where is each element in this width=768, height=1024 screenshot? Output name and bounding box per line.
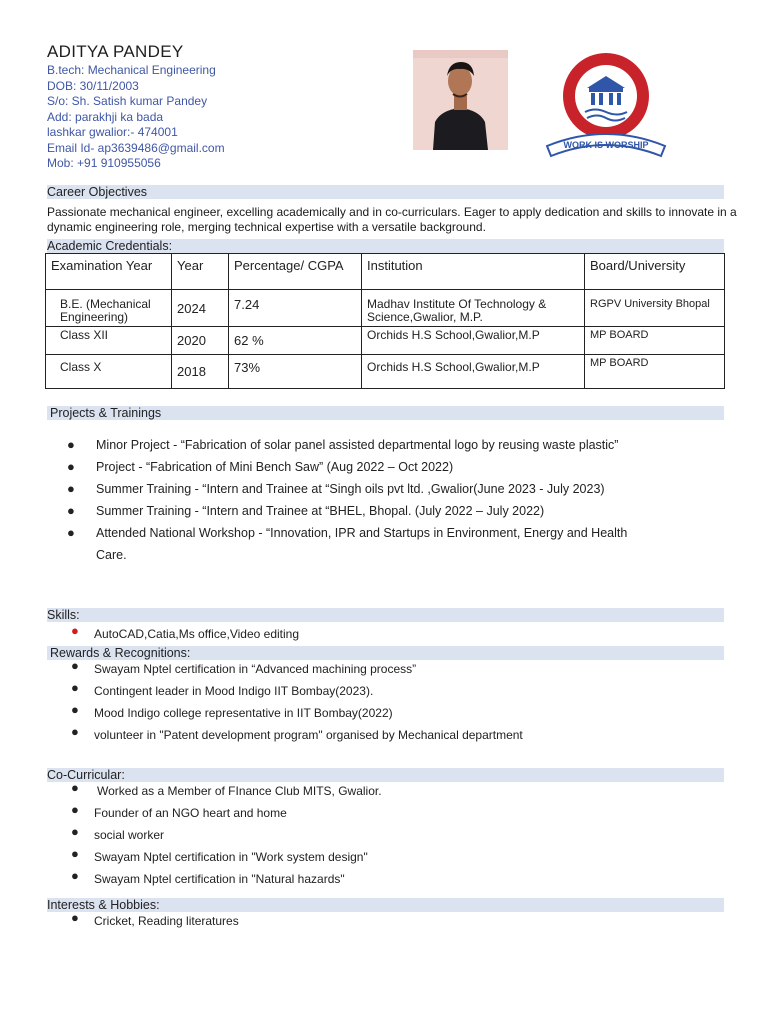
rewards-title: Rewards & Recognitions: xyxy=(50,646,191,660)
project-text: Care. xyxy=(96,548,127,562)
list-item xyxy=(47,724,523,746)
profile-photo xyxy=(413,50,508,150)
bullet-icon: ● xyxy=(71,802,79,817)
list-item xyxy=(47,456,627,478)
college-logo xyxy=(543,52,673,162)
project-text: Minor Project - “Fabrication of solar panel assisted departmental logo by reusing waste plastic” xyxy=(96,438,619,452)
header-cell: Institution xyxy=(362,254,585,290)
person-silhouette-icon xyxy=(413,50,508,150)
list-item xyxy=(47,680,523,702)
project-text: Attended National Workshop - “Innovation, IPR and Startups in Environment, Energy and Health xyxy=(96,526,628,540)
career-text: Passionate mechanical engineer, excelling academically and in co-curriculars. Eager to apply dedication and skills to innovate in a dynamic engineering role, merging technical expertise with a versatile background. xyxy=(47,205,737,234)
list-item xyxy=(47,780,382,802)
bullet-icon: ● xyxy=(71,868,79,883)
table-header-row xyxy=(46,254,725,290)
project-text: Project - “Fabrication of Mini Bench Saw” (Aug 2022 – Oct 2022) xyxy=(96,460,454,474)
table-row xyxy=(46,327,725,355)
table-row xyxy=(46,290,725,327)
institute-emblem-icon xyxy=(543,52,673,162)
projects-list xyxy=(47,434,627,566)
list-item xyxy=(47,478,627,500)
table-cell: 2020 xyxy=(172,327,229,355)
rewards-list xyxy=(47,658,523,746)
table-cell: MP BOARD xyxy=(585,327,725,355)
table-cell: Class X xyxy=(46,355,172,389)
header-cell: Percentage/ CGPA xyxy=(229,254,362,290)
bullet-icon: ● xyxy=(71,724,79,739)
address-line: Add: parakhji ka bada xyxy=(47,109,164,124)
mobile-line: Mob: +91 910955056 xyxy=(47,156,161,170)
interests-list xyxy=(47,910,239,932)
table-row xyxy=(46,355,725,389)
bullet-icon: ● xyxy=(71,623,79,638)
table-cell: RGPV University Bhopal xyxy=(585,290,725,327)
career-title: Career Objectives xyxy=(47,185,148,199)
table-cell: Orchids H.S School,Gwalior,M.P xyxy=(362,327,585,355)
projects-title: Projects & Trainings xyxy=(50,406,162,420)
header-cell: Board/University xyxy=(585,254,725,290)
degree-line: B.tech: Mechanical Engineering xyxy=(47,63,216,77)
candidate-name: ADITYA PANDEY xyxy=(47,42,184,61)
logo-motto: WORK IS WORSHIP xyxy=(563,140,649,150)
activity-text: Swayam Nptel certification in "Work system design" xyxy=(94,850,368,864)
section-band-career xyxy=(47,185,724,199)
list-item xyxy=(47,846,382,868)
bullet-icon: ● xyxy=(67,503,75,518)
activity-text: Worked as a Member of FInance Club MITS, Gwalior. xyxy=(97,784,382,798)
list-item xyxy=(47,623,299,645)
cocurricular-title: Co-Curricular: xyxy=(47,768,125,782)
email-line: Email Id- ap3639486@gmail.com xyxy=(47,140,225,155)
academic-title: Academic Credentials: xyxy=(47,239,173,253)
city-line: lashkar gwalior:- 474001 xyxy=(47,125,178,139)
project-text: Summer Training - “Intern and Trainee at “Singh oils pvt ltd. ,Gwalior(June 2023 - July 2023) xyxy=(96,482,605,496)
table-cell: 7.24 xyxy=(229,290,362,327)
bullet-icon: ● xyxy=(71,846,79,861)
reward-text: Contingent leader in Mood Indigo IIT Bombay(2023). xyxy=(94,684,374,698)
list-item xyxy=(47,434,627,456)
list-item xyxy=(47,868,382,890)
bullet-icon: ● xyxy=(71,702,79,717)
table-cell: Class XII xyxy=(46,327,172,355)
reward-text: Swayam Nptel certification in “Advanced machining process” xyxy=(94,662,417,676)
bullet-icon: ● xyxy=(71,658,79,673)
bullet-icon: ● xyxy=(67,481,75,496)
dob-line: DOB: 30/11/2003 xyxy=(47,78,139,93)
skills-title: Skills: xyxy=(47,608,80,622)
table-cell: Madhav Institute Of Technology & Science,Gwalior, M.P. xyxy=(362,290,585,327)
table-cell: 62 % xyxy=(229,327,362,355)
table-cell: Orchids H.S School,Gwalior,M.P xyxy=(362,355,585,389)
project-text: Summer Training - “Intern and Trainee at “BHEL, Bhopal. (July 2022 – July 2022) xyxy=(96,504,545,518)
reward-text: volunteer in "Patent development program" organised by Mechanical department xyxy=(94,728,523,742)
bullet-icon: ● xyxy=(71,824,79,839)
skill-text: AutoCAD,Catia,Ms office,Video editing xyxy=(94,627,300,641)
section-band-skills xyxy=(47,608,724,622)
bullet-icon: ● xyxy=(67,437,75,452)
table-cell: 73% xyxy=(229,355,362,389)
bullet-icon: ● xyxy=(71,680,79,695)
interest-text: Cricket, Reading literatures xyxy=(94,914,239,928)
activity-text: Swayam Nptel certification in "Natural hazards" xyxy=(94,872,345,886)
activity-text: social worker xyxy=(94,828,165,842)
academic-table xyxy=(45,253,725,389)
bullet-icon: ● xyxy=(71,910,79,925)
reward-text: Mood Indigo college representative in IIT Bombay(2022) xyxy=(94,706,393,720)
bullet-icon: ● xyxy=(71,780,79,795)
bullet-icon: ● xyxy=(67,459,75,474)
list-item xyxy=(47,802,382,824)
table-cell: 2018 xyxy=(172,355,229,389)
skills-list xyxy=(47,623,299,645)
list-item xyxy=(47,702,523,724)
list-item-continuation xyxy=(47,544,627,566)
list-item xyxy=(47,910,239,932)
list-item xyxy=(47,500,627,522)
interests-title: Interests & Hobbies: xyxy=(47,898,160,912)
header-cell: Examination Year xyxy=(46,254,172,290)
list-item xyxy=(47,824,382,846)
bullet-icon: ● xyxy=(67,525,75,540)
contact-details xyxy=(47,63,225,172)
table-cell: B.E. (Mechanical Engineering) xyxy=(46,290,172,327)
list-item xyxy=(47,522,627,544)
table-cell: 2024 xyxy=(172,290,229,327)
activity-text: Founder of an NGO heart and home xyxy=(94,806,287,820)
list-item xyxy=(47,658,523,680)
table-cell: MP BOARD xyxy=(585,355,725,389)
header-cell: Year xyxy=(172,254,229,290)
cocurricular-list xyxy=(47,780,382,890)
parent-line: S/o: Sh. Satish kumar Pandey xyxy=(47,94,208,108)
